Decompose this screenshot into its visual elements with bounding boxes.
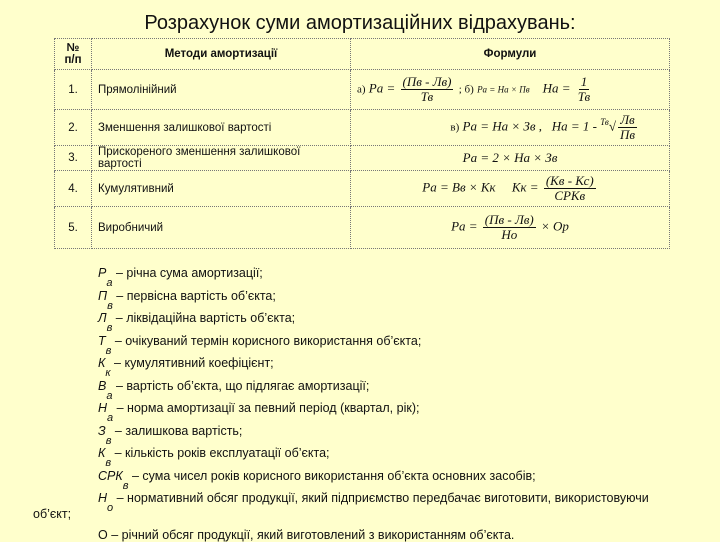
formula-label: ; б) <box>458 83 474 96</box>
fraction-num: (Пв - Лв) <box>484 212 534 227</box>
legend-item <box>98 487 698 514</box>
methods-table <box>54 38 670 249</box>
legend-symbol: В <box>98 378 107 393</box>
formula-label: а) <box>357 83 366 96</box>
formula-text: × Ор <box>541 218 569 234</box>
row-num: 5. <box>55 207 92 249</box>
legend-subscript: а <box>106 389 113 402</box>
legend-text: – первісна вартість об’єкта; <box>112 288 276 303</box>
row-method: Виробничий <box>92 207 351 249</box>
row-num: 1. <box>55 70 92 110</box>
legend-list <box>98 262 698 514</box>
table-row <box>55 146 670 171</box>
formula-text: Pa = <box>451 218 478 234</box>
legend-text: – вартість об’єкта, що підлягає амортизації; <box>112 378 370 393</box>
legend-subscript: в <box>105 344 112 357</box>
row-num: 3. <box>55 146 92 171</box>
legend-symbol: Т <box>98 333 106 348</box>
fraction-den: Тв <box>420 89 434 104</box>
legend-symbol: Н <box>98 491 108 505</box>
legend-text: – кумулятивний коефіцієнт; <box>110 356 274 370</box>
fraction-num: 1 <box>580 74 588 89</box>
formula-cell-3 <box>351 146 670 171</box>
legend-last-line: О – річний обсяг продукції, який виготовлений з використанням об’єкта. <box>98 528 515 542</box>
table-row <box>55 110 670 146</box>
legend-symbol: П <box>98 288 108 303</box>
legend-item <box>98 420 698 447</box>
legend-text: – нормативний обсяг продукції, який підприємство передбачає виготовити, використовуючи <box>113 491 649 505</box>
legend-text: – норма амортизації за певний період (квартал, рік); <box>113 401 420 415</box>
legend-subscript: в <box>105 457 112 469</box>
fraction <box>576 75 592 104</box>
fraction <box>401 75 454 104</box>
legend-subscript: а <box>106 277 113 289</box>
legend-text: – сума чисел років корисного використання об’єкта основних засобів; <box>128 468 536 483</box>
legend-subscript: в <box>105 434 112 447</box>
legend-symbol: К <box>98 446 106 460</box>
legend-subscript: а <box>107 412 114 424</box>
legend-item <box>98 375 698 402</box>
legend-text: – очікуваний термін корисного використання об’єкта; <box>111 333 422 348</box>
legend-item <box>98 442 698 469</box>
fraction-den: Пв <box>619 127 635 142</box>
formula-text: Pa = Нa × Пв <box>477 84 530 95</box>
legend-text: – залишкова вартість; <box>111 423 243 438</box>
fraction-num: Лв <box>620 112 635 127</box>
legend-subscript: о <box>107 502 114 514</box>
formula-text: Pa = Вв × Кк <box>422 179 496 195</box>
legend-subscript: в <box>106 322 113 334</box>
legend-item <box>98 397 698 424</box>
header-method: Методи амортизації <box>92 39 351 70</box>
fraction-den: Но <box>501 227 518 242</box>
legend-subscript: к <box>105 367 111 379</box>
formula-text: Нa = <box>542 80 571 96</box>
formula-text: Нa = 1 - <box>551 118 597 134</box>
formula-text: Pa = 2 × Нa × Зв <box>462 150 558 165</box>
legend-subscript: в <box>122 479 129 492</box>
table-header-row <box>55 39 670 70</box>
row-method: Зменшення залишкової вартості <box>92 110 351 146</box>
legend-symbol: Л <box>98 311 107 325</box>
legend-text: – річна сума амортизації; <box>112 266 263 280</box>
legend-symbol: Н <box>98 401 108 415</box>
fraction-num: (Кв - Кс) <box>545 173 594 188</box>
header-formula: Формули <box>351 39 670 70</box>
legend-symbol: З <box>98 423 106 438</box>
root-sign: √ <box>608 118 616 134</box>
formula-cell-4 <box>351 171 670 207</box>
legend-item <box>98 465 698 492</box>
row-num: 4. <box>55 171 92 207</box>
row-method: Прискореного зменшення залишкової вартості <box>92 146 351 171</box>
legend-item <box>98 330 698 357</box>
fraction-den: СРКв <box>554 188 586 203</box>
fraction-den: Тв <box>577 89 591 104</box>
table-row <box>55 207 670 249</box>
legend-symbol: СРК <box>98 468 123 483</box>
page-title: Розрахунок суми амортизаційних відрахувань: <box>144 12 576 34</box>
legend-subscript: в <box>107 299 113 312</box>
row-method: Кумулятивний <box>92 171 351 207</box>
fraction <box>544 174 596 203</box>
formula-cell-5 <box>351 207 670 249</box>
legend-text: – кількість років експлуатації об’єкта; <box>111 446 330 460</box>
header-num: № п/п <box>55 39 92 70</box>
legend-item <box>98 307 698 334</box>
root-index: Тв <box>600 117 609 128</box>
legend-item <box>98 285 698 312</box>
legend-text: – ліквідаційна вартість об’єкта; <box>112 311 296 325</box>
fraction <box>483 213 536 242</box>
formula-text: Pa = <box>368 80 396 96</box>
legend-item <box>98 352 698 379</box>
legend-symbol: Р <box>98 266 107 280</box>
table-row <box>55 70 670 110</box>
fraction-num: (Пв - Лв) <box>402 74 452 89</box>
legend-symbol: К <box>98 356 106 370</box>
legend-item <box>98 262 698 289</box>
formula-cell-2 <box>351 110 670 146</box>
fraction <box>618 113 637 142</box>
table-row <box>55 171 670 207</box>
formula-text: Pa = Нa × Зв , <box>462 118 542 134</box>
row-num: 2. <box>55 110 92 146</box>
formula-cell-1 <box>351 70 670 110</box>
formula-text: Кк = <box>511 179 539 195</box>
row-method: Прямолінійний <box>92 70 351 110</box>
legend-continuation: об’єкт; <box>33 507 72 521</box>
formula-label: в) <box>450 121 460 134</box>
